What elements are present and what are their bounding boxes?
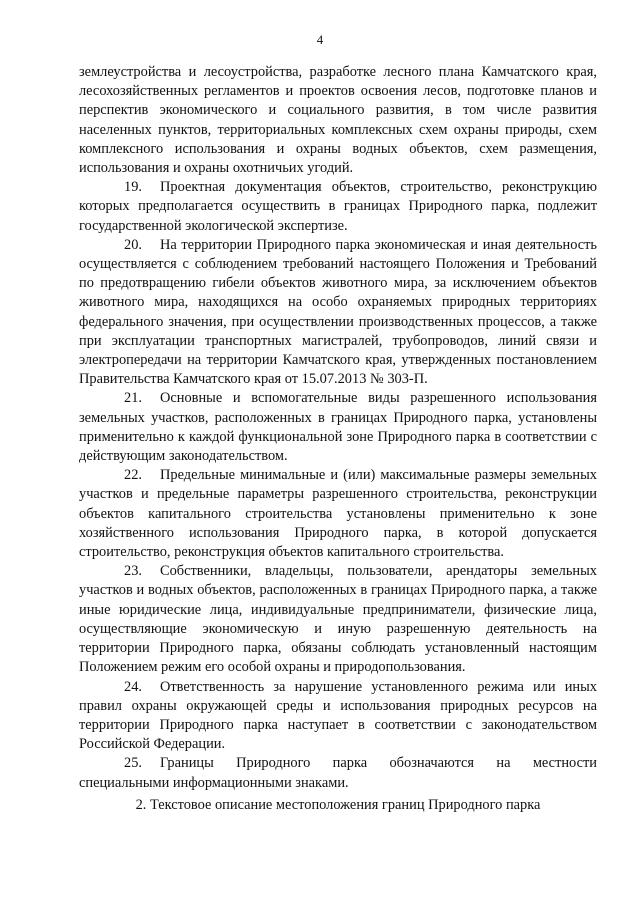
paragraph-text: Предельные минимальные и (или) максимальные размеры земельных участков и предельные параметры разрешенного строительства, реконструкции объектов капитального строительства установлены применительно к зоне хозяйственного использования Природного парка, в которой допускается строительство, реконструкция объектов капитального строительства.: [79, 467, 597, 561]
paragraph-text: Собственники, владельцы, пользователи, арендаторы земельных участков и водных объектов, расположенных в границах Природного парка, а также иные юридические лица, индивидуальные предприниматели, физические лица, осуществляющие экономическую и иную разрешенную деятельность на территории Природного парка, обязаны соблюдать установленный настоящим Положением режим его особой охраны и природопользования.: [79, 563, 597, 676]
paragraph-text: На территории Природного парка экономическая и иная деятельность осуществляется с соблюдением требований настоящего Положения и Требований по предотвращению гибели объектов животного мира, за исключением объектов животного мира, находящихся на особо охраняемых природных территориях федерального значения, при осуществлении производственных процессов, а также при эксплуатации транспортных магистралей, трубопроводов, линий связи и электропередачи на территории Камчатского края, утвержденных постановлением Правительства Камчатского края от 15.07.2013 № 303-П.: [79, 236, 597, 388]
paragraph-number: 22.: [124, 467, 142, 484]
paragraph-23: [79, 562, 597, 677]
paragraph-text: Границы Природного парка обозначаются на местности специальными информационными знаками.: [79, 755, 597, 791]
paragraph-number: 19.: [124, 179, 142, 196]
document-body: [79, 63, 597, 793]
paragraph-21: [79, 389, 597, 466]
paragraph-text: Основные и вспомогательные виды разрешенного использования земельных участков, расположенных в границах Природного парка, установлены применительно к каждой функциональной зоне Природного парка в соответствии с действующим законодательством.: [79, 390, 597, 465]
paragraph-24: [79, 678, 597, 755]
paragraph-19: [79, 178, 597, 236]
paragraph-number: 23.: [124, 563, 142, 580]
paragraph-number: 24.: [124, 678, 142, 695]
page-number: 4: [316, 32, 324, 47]
paragraph-25: [79, 754, 597, 792]
paragraph-20: [79, 236, 597, 390]
section-heading: 2. Текстовое описание местоположения границ Природного парка: [135, 797, 541, 813]
paragraph-continuation: [79, 63, 597, 178]
paragraph-text: Ответственность за нарушение установленного режима или иных правил охраны окружающей среды и использования природных ресурсов на территории Природного парка наступает в соответствии с законодательством Российской Федерации.: [79, 678, 597, 753]
paragraph-text: землеустройства и лесоустройства, разработке лесного плана Камчатского края, лесохозяйственных регламентов и проектов освоения лесов, подготовке планов и перспектив экономического и социального развития, в том числе развития населенных пунктов, территориальных комплексных схем охраны природы, схем комплексного использования и охраны водных объектов, схем размещения, использования и охраны охотничьих угодий.: [79, 64, 597, 177]
paragraph-number: 20.: [124, 236, 142, 253]
paragraph-text: Проектная документация объектов, строительство, реконструкцию которых предполагается осуществить в границах Природного парка, подлежит государственной экологической экспертизе.: [79, 179, 597, 234]
paragraph-number: 21.: [124, 390, 142, 407]
paragraph-22: [79, 466, 597, 562]
paragraph-number: 25.: [124, 755, 142, 772]
